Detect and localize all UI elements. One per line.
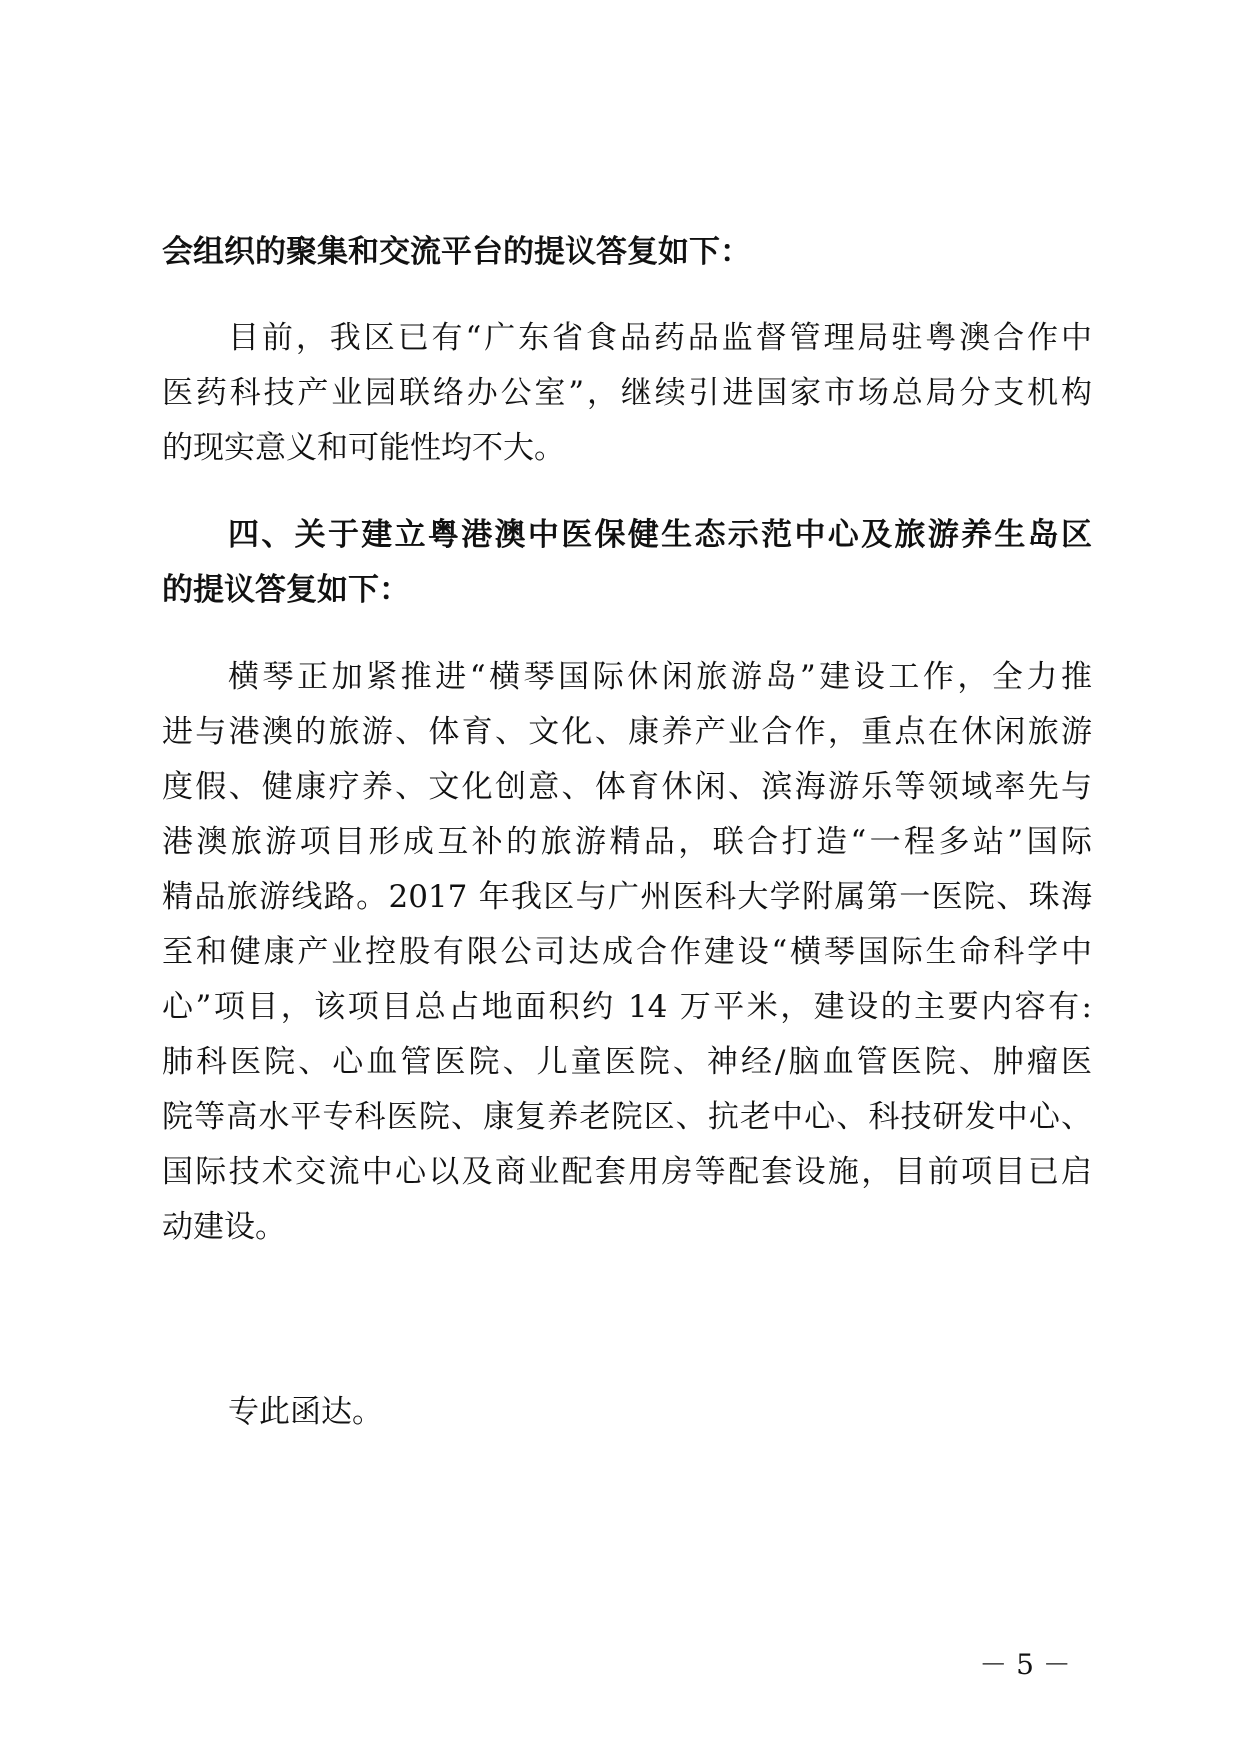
page-number: － 5 －: [979, 1648, 1071, 1681]
section4-paragraph-line: 院等高水平专科医院、康复养老院区、抗老中心、科技研发中心、: [162, 1099, 1092, 1135]
section4-paragraph-line: 进与港澳的旅游、体育、文化、康养产业合作，重点在休闲旅游: [162, 714, 1092, 750]
section4-heading: 四、关于建立粤港澳中医保健生态示范中心及旅游养生岛区: [228, 517, 1092, 553]
section3-paragraph-line: 目前，我区已有“广东省食品药品监督管理局驻粤澳合作中: [228, 320, 1092, 356]
closing-remark: 专此函达。: [228, 1394, 383, 1430]
section4-paragraph-line: 国际技术交流中心以及商业配套用房等配套设施，目前项目已启: [162, 1154, 1092, 1190]
section4-paragraph-line: 度假、健康疗养、文化创意、体育休闲、滨海游乐等领域率先与: [162, 769, 1092, 805]
section4-paragraph-line: 港澳旅游项目形成互补的旅游精品，联合打造“一程多站”国际: [162, 824, 1092, 860]
section4-paragraph-line: 心”项目，该项目总占地面积约 14 万平米，建设的主要内容有:: [162, 989, 1092, 1025]
section3-heading-tail: 会组织的聚集和交流平台的提议答复如下：: [162, 234, 751, 270]
section4-paragraph-line: 肺科医院、心血管医院、儿童医院、神经/脑血管医院、肿瘤医: [162, 1044, 1092, 1080]
section4-paragraph-line: 精品旅游线路。2017 年我区与广州医科大学附属第一医院、珠海: [162, 879, 1092, 915]
section3-paragraph-line: 医药科技产业园联络办公室”，继续引进国家市场总局分支机构: [162, 375, 1092, 411]
section3-paragraph-line: 的现实意义和可能性均不大。: [162, 430, 565, 466]
section4-paragraph-line: 横琴正加紧推进“横琴国际休闲旅游岛”建设工作，全力推: [228, 659, 1092, 695]
section4-paragraph-line: 动建设。: [162, 1209, 286, 1245]
section4-paragraph-line: 至和健康产业控股有限公司达成合作建设“横琴国际生命科学中: [162, 934, 1092, 970]
section4-heading: 的提议答复如下：: [162, 572, 410, 608]
